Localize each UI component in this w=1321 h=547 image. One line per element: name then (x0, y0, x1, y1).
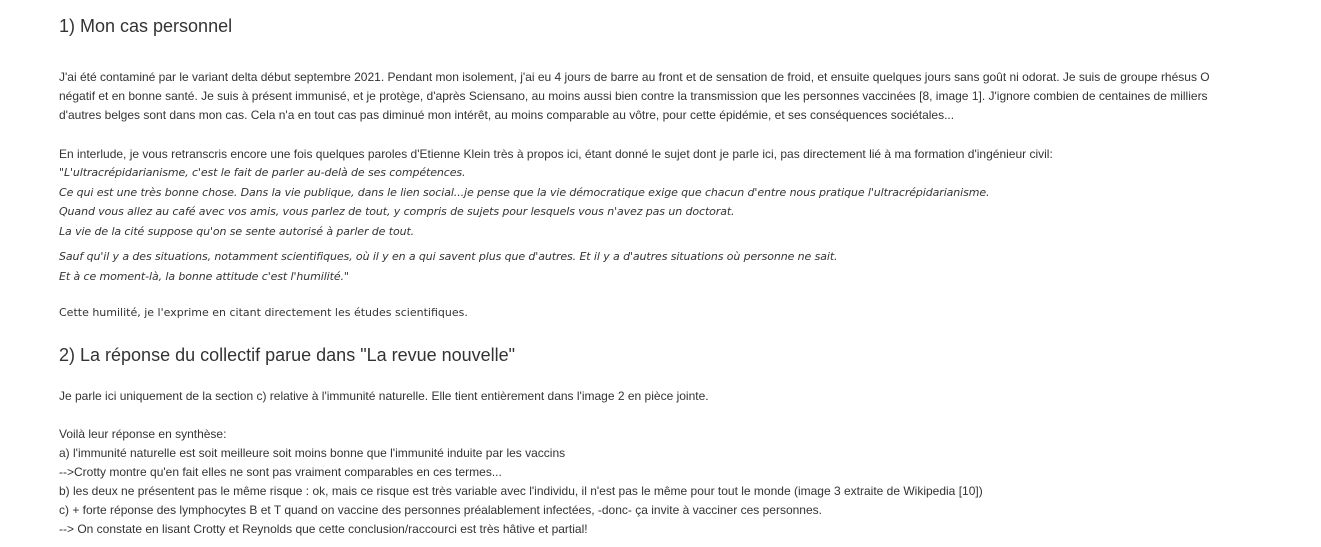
personal-case-paragraph (59, 68, 1210, 125)
quote-line: Quand vous allez au café avec vos amis, vous parlez de tout, y compris de sujets pour lesquels vous n'avez pas un doctorat. (59, 205, 735, 218)
summary-line: --> On constate en lisant Crotty et Reynolds que cette conclusion/raccourci est très hâtive et partial! (59, 522, 588, 536)
humility-paragraph: Cette humilité, je l'exprime en citant directement les études scientifiques. (59, 306, 468, 319)
interlude-paragraph: En interlude, je vous retranscris encore une fois quelques paroles d'Etienne Klein très à propos ici, étant donné le sujet dont je parle ici, pas directement lié à ma formation d'ingénieur civil: (59, 147, 1053, 161)
text-line: J'ai été contaminé par le variant delta début septembre 2021. Pendant mon isolement, j'ai eu 4 jours de barre au front et de sensation de froid, et ensuite quelques jours sans goût ni odorat. Je suis de groupe rhésus O (59, 70, 1210, 84)
summary-line: a) l'immunité naturelle est soit meilleure soit moins bonne que l'immunité induite par les vaccins (59, 446, 566, 460)
summary-line: -->Crotty montre qu'en fait elles ne sont pas vraiment comparables en ces termes... (59, 465, 502, 479)
summary-line: b) les deux ne présentent pas le même risque : ok, mais ce risque est très variable avec l'individu, il n'est pas le même pour tout le monde (image 3 extraite de Wikipedia [10]) (59, 484, 983, 498)
quote-line: La vie de la cité suppose qu'on se sente autorisé à parler de tout. (59, 224, 415, 238)
section-1-heading: 1) Mon cas personnel (59, 16, 233, 36)
response-summary (59, 425, 983, 539)
section-2-intro: Je parle ici uniquement de la section c) relative à l'immunité naturelle. Elle tient entièrement dans l'image 2 en pièce jointe. (59, 389, 709, 403)
summary-line: Voilà leur réponse en synthèse: (59, 427, 227, 441)
klein-quote-part-2 (59, 247, 837, 286)
section-2-heading: 2) La réponse du collectif parue dans "La revue nouvelle" (59, 345, 516, 365)
quote-line: Et à ce moment-là, la bonne attitude c'est l'humilité." (59, 269, 349, 283)
text-line: d'autres belges sont dans mon cas. Cela n'a en tout cas pas diminué mon intérêt, au moins comparable au vôtre, pour cette épidémie, et ses conséquences sociétales... (59, 108, 955, 122)
text-line: négatif et en bonne santé. Je suis à présent immunisé, et je protège, d'après Sciensano, au moins aussi bien contre la transmission que les personnes vaccinées [8, image 1]. J'ignore combien de centaines de milliers (59, 89, 1208, 103)
quote-line: Ce qui est une très bonne chose. Dans la vie publique, dans le lien social...je pense que la vie démocratique exige que chacun d'entre nous pratique l'ultracrépidarianisme. (59, 185, 990, 199)
klein-quote-part-1 (59, 163, 989, 241)
summary-line: c) + forte réponse des lymphocytes B et T quand on vaccine des personnes préalablement infectées, -donc- ça invite à vacciner ces personnes. (59, 503, 822, 517)
quote-line: "L'ultracrépidarianisme, c'est le fait de parler au-delà de ses compétences. (59, 166, 466, 179)
quote-line: Sauf qu'il y a des situations, notamment scientifiques, où il y en a qui savent plus que d'autres. Et il y a d'autres situations où personne ne sait. (59, 250, 838, 263)
